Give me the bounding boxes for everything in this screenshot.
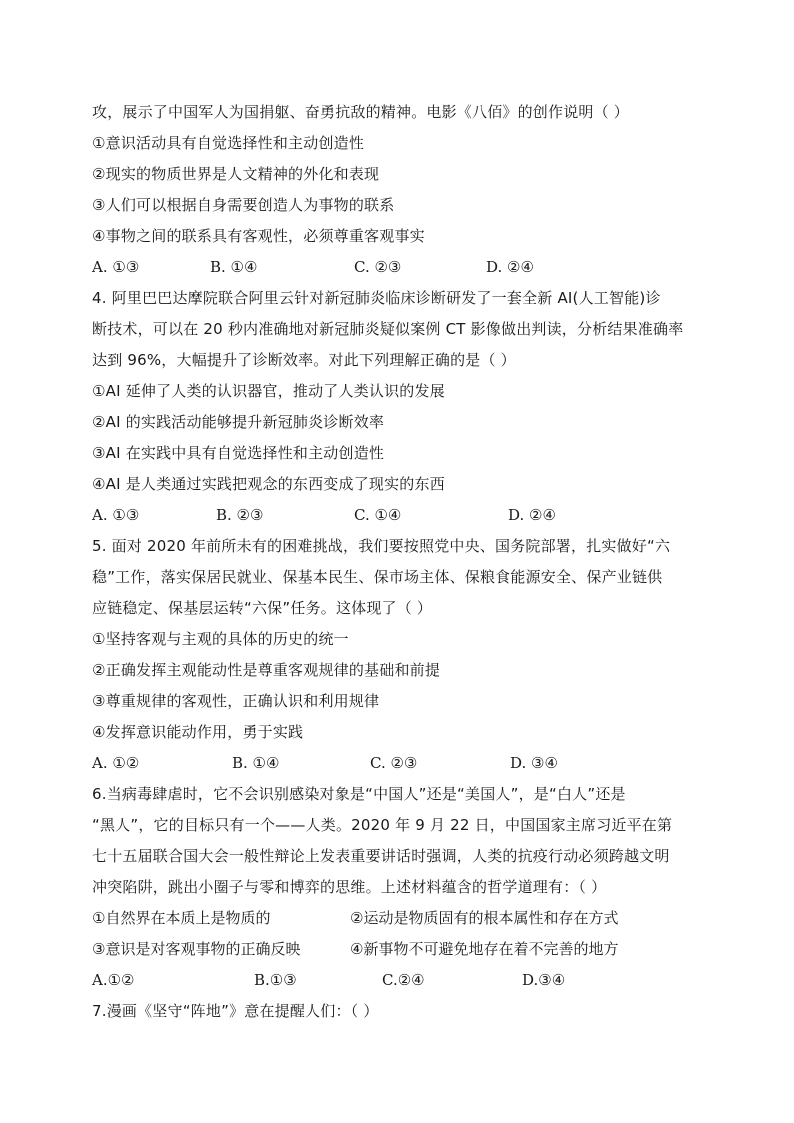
q6-option-a: A.①②	[92, 971, 135, 989]
q6-stem-line-3: 七十五届联合国大会一般性辩论上发表重要讲话时强调，人类的抗疫行动必须跨越文明	[92, 847, 670, 865]
q5-item-1: ①坚持客观与主观的具体的历史的统一	[92, 630, 349, 648]
q4-stem-line-2: 断技术，可以在 20 秒内准确地对新冠肺炎疑似案例 CT 影像做出判读，分析结果准确率	[92, 320, 684, 338]
q5-option-b: B. ①④	[232, 754, 280, 772]
q6-item-1: ①自然界在本质上是物质的	[92, 909, 271, 927]
q7-stem: 7.漫画《坚守“阵地”》意在提醒人们：（ ）	[92, 1002, 379, 1020]
q4-item-1: ①AI 延伸了人类的认识器官，推动了人类认识的发展	[92, 382, 445, 400]
q6-item-4: ④新事物不可避免地存在着不完善的地方	[350, 940, 619, 958]
q4-item-2: ②AI 的实践活动能够提升新冠肺炎诊断效率	[92, 413, 385, 431]
q5-stem-line-1: 5. 面对 2020 年前所未有的困难挑战，我们要按照党中央、国务院部署，扎实做好“六	[92, 537, 671, 555]
q3-item-2: ②现实的物质世界是人文精神的外化和表现	[92, 165, 380, 183]
q4-stem-line-3: 达到 96%，大幅提升了诊断效率。对此下列理解正确的是（ ）	[92, 351, 516, 369]
q6-stem-line-1: 6.当病毒肆虐时，它不会识别感染对象是“中国人”还是“美国人”，是“白人”还是	[92, 785, 626, 803]
q4-options	[92, 500, 704, 531]
q6-option-b: B.①③	[254, 971, 297, 989]
q6-option-c: C.②④	[382, 971, 425, 989]
q6-stem-line-4: 冲突陷阱，跳出小圈子与零和博弈的思维。上述材料蕴含的哲学道理有：（ ）	[92, 878, 607, 896]
q3-item-4: ④事物之间的联系具有客观性，必须尊重客观事实	[92, 227, 425, 245]
q3-options	[92, 252, 704, 283]
q4-item-3: ③AI 在实践中具有自觉选择性和主动创造性	[92, 444, 385, 462]
q3-stem-tail: 攻，展示了中国军人为国捐躯、奋勇抗敌的精神。电影《八佰》的创作说明（ ）	[92, 103, 629, 121]
q3-item-1: ①意识活动具有自觉选择性和主动创造性	[92, 134, 365, 152]
q4-stem-line-1: 4. 阿里巴巴达摩院联合阿里云针对新冠肺炎临床诊断研发了一套全新 AI(人工智能)诊	[92, 289, 661, 307]
q3-option-a: A. ①③	[92, 258, 140, 276]
q5-option-d: D. ③④	[510, 754, 558, 772]
q6-item-2: ②运动是物质固有的根本属性和存在方式	[350, 909, 619, 927]
q5-option-c: C. ②③	[370, 754, 418, 772]
q6-items-row-1	[92, 903, 704, 934]
q5-option-a: A. ①②	[92, 754, 140, 772]
q4-option-b: B. ②③	[216, 506, 264, 524]
q6-option-d: D.③④	[522, 971, 566, 989]
q6-stem-line-2: “黑人”，它的目标只有一个——人类。2020 年 9 月 22 日，中国国家主席习近平在第	[92, 816, 673, 834]
q4-option-d: D. ②④	[508, 506, 556, 524]
q3-option-c: C. ②③	[354, 258, 402, 276]
q6-items-row-2	[92, 934, 704, 965]
q6-item-3: ③意识是对客观事物的正确反映	[92, 940, 301, 958]
q5-stem-line-3: 应链稳定、保基层运转“六保”任务。这体现了（ ）	[92, 599, 433, 617]
q5-options	[92, 748, 704, 779]
q5-item-2: ②正确发挥主观能动性是尊重客观规律的基础和前提	[92, 661, 441, 679]
q4-option-a: A. ①③	[92, 506, 140, 524]
q3-item-3: ③人们可以根据自身需要创造人为事物的联系	[92, 196, 395, 214]
exam-content	[92, 97, 704, 1027]
q6-options	[92, 965, 704, 996]
q5-stem-line-2: 稳”工作，落实保居民就业、保基本民生、保市场主体、保粮食能源安全、保产业链供	[92, 568, 663, 586]
q3-option-b: B. ①④	[210, 258, 258, 276]
q4-option-c: C. ①④	[354, 506, 402, 524]
q4-item-4: ④AI 是人类通过实践把观念的东西变成了现实的东西	[92, 475, 445, 493]
q5-item-3: ③尊重规律的客观性，正确认识和利用规律	[92, 692, 380, 710]
q5-item-4: ④发挥意识能动作用，勇于实践	[92, 723, 304, 741]
q3-option-d: D. ②④	[486, 258, 534, 276]
